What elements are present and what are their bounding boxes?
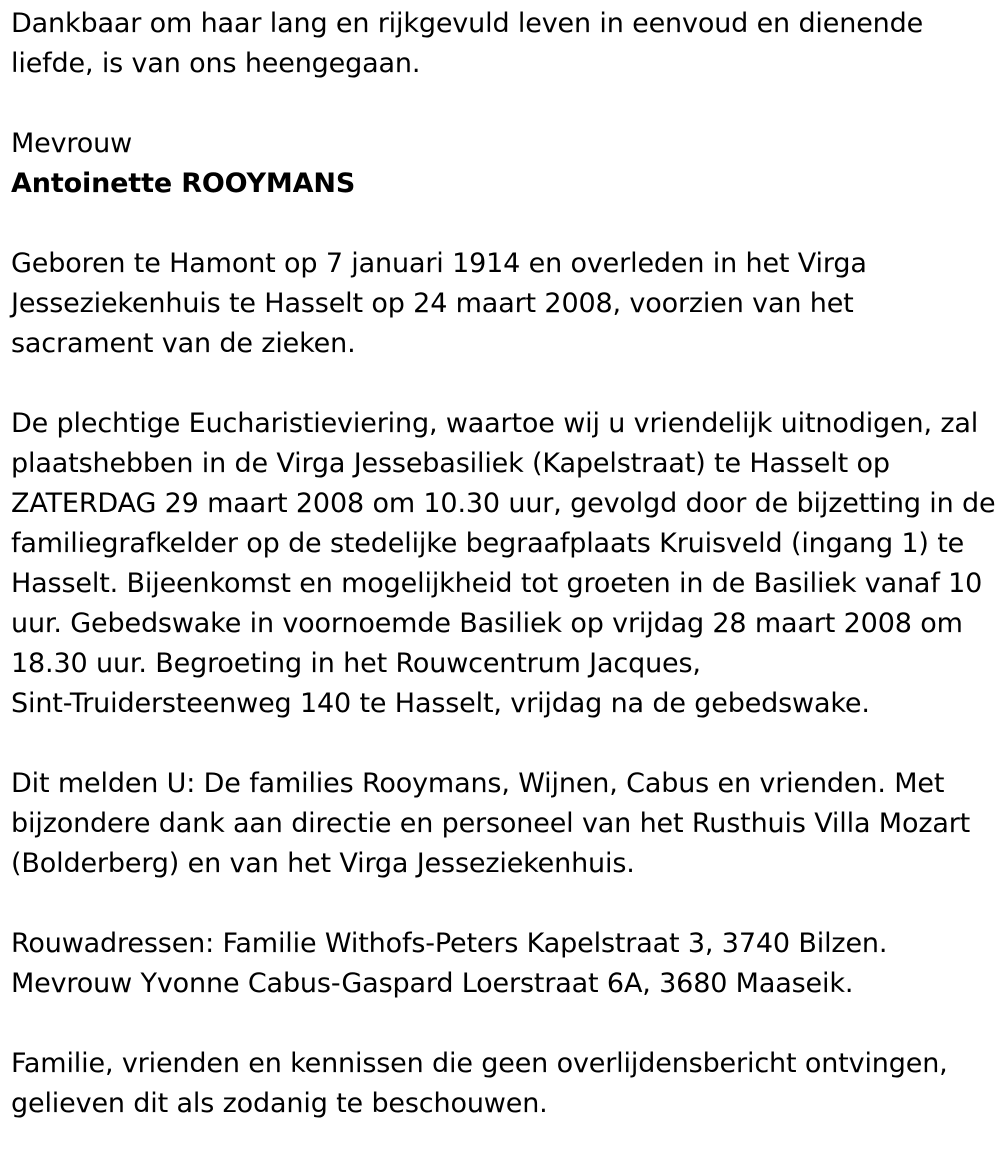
ceremony-line: De plechtige Eucharistieviering, waartoe wij u vriendelijk uitnodigen, zal: [11, 408, 979, 439]
announcement-line: bijzondere dank aan directie en personeel van het Rusthuis Villa Mozart: [11, 808, 971, 839]
ceremony-line: familiegrafkelder op de stedelijke begraafplaats Kruisveld (ingang 1) te: [11, 528, 965, 559]
birth-death-paragraph: [11, 244, 996, 364]
address-line: Mevrouw Yvonne Cabus-Gaspard Loerstraat 6A, 3680 Maaseik.: [11, 968, 854, 999]
ceremony-line: uur. Gebedswake in voornoemde Basiliek op vrijdag 28 maart 2008 om: [11, 608, 963, 639]
closing-paragraph: [11, 1044, 996, 1124]
intro-line: Dankbaar om haar lang en rijkgevuld leven in eenvoud en dienende: [11, 8, 924, 39]
birth-death-line: sacrament van de zieken.: [11, 328, 356, 359]
ceremony-line: Hasselt. Bijeenkomst en mogelijkheid tot groeten in de Basiliek vanaf 10: [11, 568, 983, 599]
blank-line: [11, 1004, 996, 1044]
blank-line: [11, 884, 996, 924]
blank-line: [11, 724, 996, 764]
intro-paragraph: [11, 4, 996, 84]
intro-line: liefde, is van ons heengegaan.: [11, 48, 421, 79]
ceremony-line: Sint-Truidersteenweg 140 te Hasselt, vrijdag na de gebedswake.: [11, 688, 870, 719]
blank-line: [11, 84, 996, 124]
address-line: Rouwadressen: Familie Withofs-Peters Kapelstraat 3, 3740 Bilzen.: [11, 928, 888, 959]
obituary-notice: [11, 4, 996, 1124]
ceremony-line: plaatshebben in de Virga Jessebasiliek (Kapelstraat) te Hasselt op: [11, 448, 890, 479]
closing-line: Familie, vrienden en kennissen die geen overlijdensbericht ontvingen,: [11, 1048, 948, 1079]
deceased-name: Antoinette ROOYMANS: [11, 168, 356, 199]
salutation: Mevrouw: [11, 128, 133, 159]
birth-death-line: Jesseziekenhuis te Hasselt op 24 maart 2008, voorzien van het: [11, 288, 854, 319]
closing-line: gelieven dit als zodanig te beschouwen.: [11, 1088, 548, 1119]
birth-death-line: Geboren te Hamont op 7 januari 1914 en overleden in het Virga: [11, 248, 867, 279]
blank-line: [11, 204, 996, 244]
announcement-line: (Bolderberg) en van het Virga Jesseziekenhuis.: [11, 848, 635, 879]
announcement-line: Dit melden U: De families Rooymans, Wijnen, Cabus en vrienden. Met: [11, 768, 945, 799]
announcement-paragraph: [11, 764, 996, 884]
ceremony-paragraph: [11, 404, 996, 724]
ceremony-line: ZATERDAG 29 maart 2008 om 10.30 uur, gevolgd door de bijzetting in de: [11, 488, 996, 519]
addresses-paragraph: [11, 924, 996, 1004]
blank-line: [11, 364, 996, 404]
ceremony-line: 18.30 uur. Begroeting in het Rouwcentrum Jacques,: [11, 648, 701, 679]
